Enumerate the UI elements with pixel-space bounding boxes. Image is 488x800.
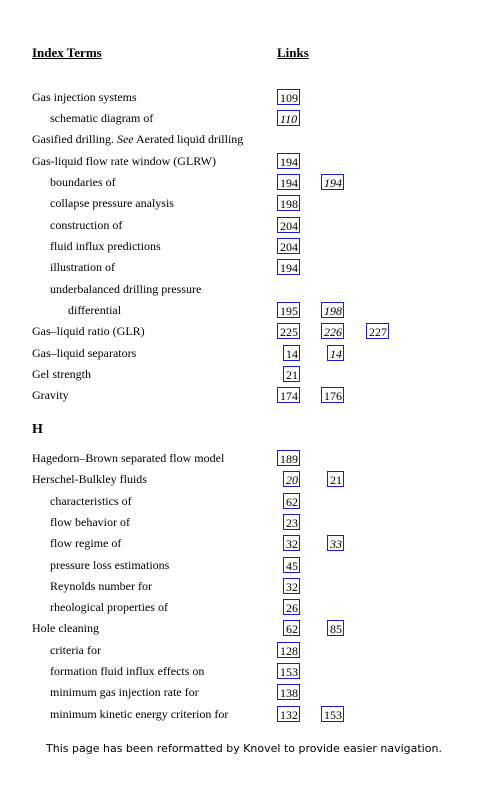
page-link[interactable]: 227 [366, 323, 389, 339]
index-term: characteristics of [50, 494, 132, 508]
index-term: schematic diagram of [50, 111, 154, 125]
page-link[interactable]: 14 [327, 345, 344, 361]
page-link[interactable]: 195 [277, 302, 300, 318]
index-term: pressure loss estimations [50, 558, 170, 572]
index-term-text: Gasified drilling. [32, 132, 117, 146]
page-link[interactable]: 33 [327, 535, 344, 551]
index-term: boundaries of [50, 175, 116, 189]
index-entry [0, 535, 488, 556]
index-term: collapse pressure analysis [50, 196, 174, 210]
index-term: criteria for [50, 643, 101, 657]
index-term: differential [68, 303, 122, 317]
index-entry [0, 514, 488, 535]
index-entry [0, 217, 488, 238]
page-link[interactable]: 225 [277, 323, 300, 339]
page-link[interactable]: 85 [327, 620, 344, 636]
index-entry [0, 110, 488, 131]
page-link[interactable]: 194 [277, 153, 300, 169]
page-link[interactable]: 62 [283, 620, 300, 636]
section-letter-h: H [32, 422, 43, 437]
index-entry [0, 706, 488, 727]
index-entry [0, 684, 488, 705]
index-term: formation fluid influx effects on [50, 664, 205, 678]
index-entry [0, 620, 488, 641]
knovel-footer-note: This page has been reformatted by Knovel to provide easier navigation. [46, 742, 442, 755]
index-term-text: Aerated liquid drilling [133, 132, 244, 146]
index-term: Hole cleaning [32, 621, 99, 635]
page-link[interactable]: 45 [283, 557, 300, 573]
index-term: Gas–liquid separators [32, 346, 137, 360]
page-link[interactable]: 32 [283, 578, 300, 594]
index-term: Gas injection systems [32, 90, 137, 104]
index-entry [0, 302, 488, 323]
index-entry [0, 450, 488, 471]
index-entry [0, 195, 488, 216]
page-link[interactable]: 14 [283, 345, 300, 361]
page-link[interactable]: 128 [277, 642, 300, 658]
index-terms-header: Index Terms [32, 45, 102, 60]
page-link[interactable]: 110 [277, 110, 300, 126]
page-link[interactable]: 194 [277, 174, 300, 190]
index-term: minimum gas injection rate for [50, 685, 199, 699]
page-link[interactable]: 198 [277, 195, 300, 211]
links-header: Links [277, 45, 309, 60]
index-term: Herschel-Bulkley fluids [32, 472, 147, 486]
index-entry [0, 599, 488, 620]
page-link[interactable]: 20 [283, 471, 300, 487]
page-link[interactable]: 109 [277, 89, 300, 105]
page-link[interactable]: 23 [283, 514, 300, 530]
index-term: minimum kinetic energy criterion for [50, 707, 229, 721]
page-link[interactable]: 204 [277, 238, 300, 254]
index-term: flow behavior of [50, 515, 130, 529]
index-entry [0, 174, 488, 195]
index-entry [0, 345, 488, 366]
page-link[interactable]: 153 [277, 663, 300, 679]
index-entry [0, 89, 488, 110]
page-link[interactable]: 26 [283, 599, 300, 615]
index-term: illustration of [50, 260, 115, 274]
index-entry [0, 323, 488, 344]
page-link[interactable]: 21 [327, 471, 344, 487]
index-entry [0, 387, 488, 408]
index-entry [0, 557, 488, 578]
index-entry [0, 153, 488, 174]
index-term: construction of [50, 218, 123, 232]
index-term: Gas–liquid ratio (GLR) [32, 324, 145, 338]
index-term: rheological properties of [50, 600, 168, 614]
page-link[interactable]: 204 [277, 217, 300, 233]
index-term: Hagedorn–Brown separated flow model [32, 451, 225, 465]
index-entry [0, 663, 488, 684]
index-term: Gel strength [32, 367, 91, 381]
page-link[interactable]: 132 [277, 706, 300, 722]
index-entry [0, 642, 488, 663]
page-link[interactable]: 194 [277, 259, 300, 275]
index-term: Reynolds number for [50, 579, 152, 593]
index-entry [0, 493, 488, 514]
index-entry [0, 259, 488, 280]
page-link[interactable]: 198 [321, 302, 344, 318]
index-entry [0, 578, 488, 599]
index-term: Gravity [32, 388, 69, 402]
page-link[interactable]: 189 [277, 450, 300, 466]
index-entry [0, 238, 488, 259]
page-link[interactable]: 194 [321, 174, 344, 190]
page-link[interactable]: 21 [283, 366, 300, 382]
see-reference: See [116, 132, 134, 146]
index-entry [0, 281, 488, 302]
page-link[interactable]: 176 [321, 387, 344, 403]
index-term: flow regime of [50, 536, 122, 550]
page-link[interactable]: 174 [277, 387, 300, 403]
page-link[interactable]: 226 [321, 323, 344, 339]
index-term [32, 131, 243, 147]
index-term: fluid influx predictions [50, 239, 161, 253]
index-entry [0, 471, 488, 492]
index-entry [0, 366, 488, 387]
index-entry [0, 131, 488, 152]
index-term: underbalanced drilling pressure [50, 282, 202, 296]
page-link[interactable]: 32 [283, 535, 300, 551]
page-link[interactable]: 153 [321, 706, 344, 722]
page-link[interactable]: 138 [277, 684, 300, 700]
page-link[interactable]: 62 [283, 493, 300, 509]
index-term: Gas-liquid flow rate window (GLRW) [32, 154, 216, 168]
